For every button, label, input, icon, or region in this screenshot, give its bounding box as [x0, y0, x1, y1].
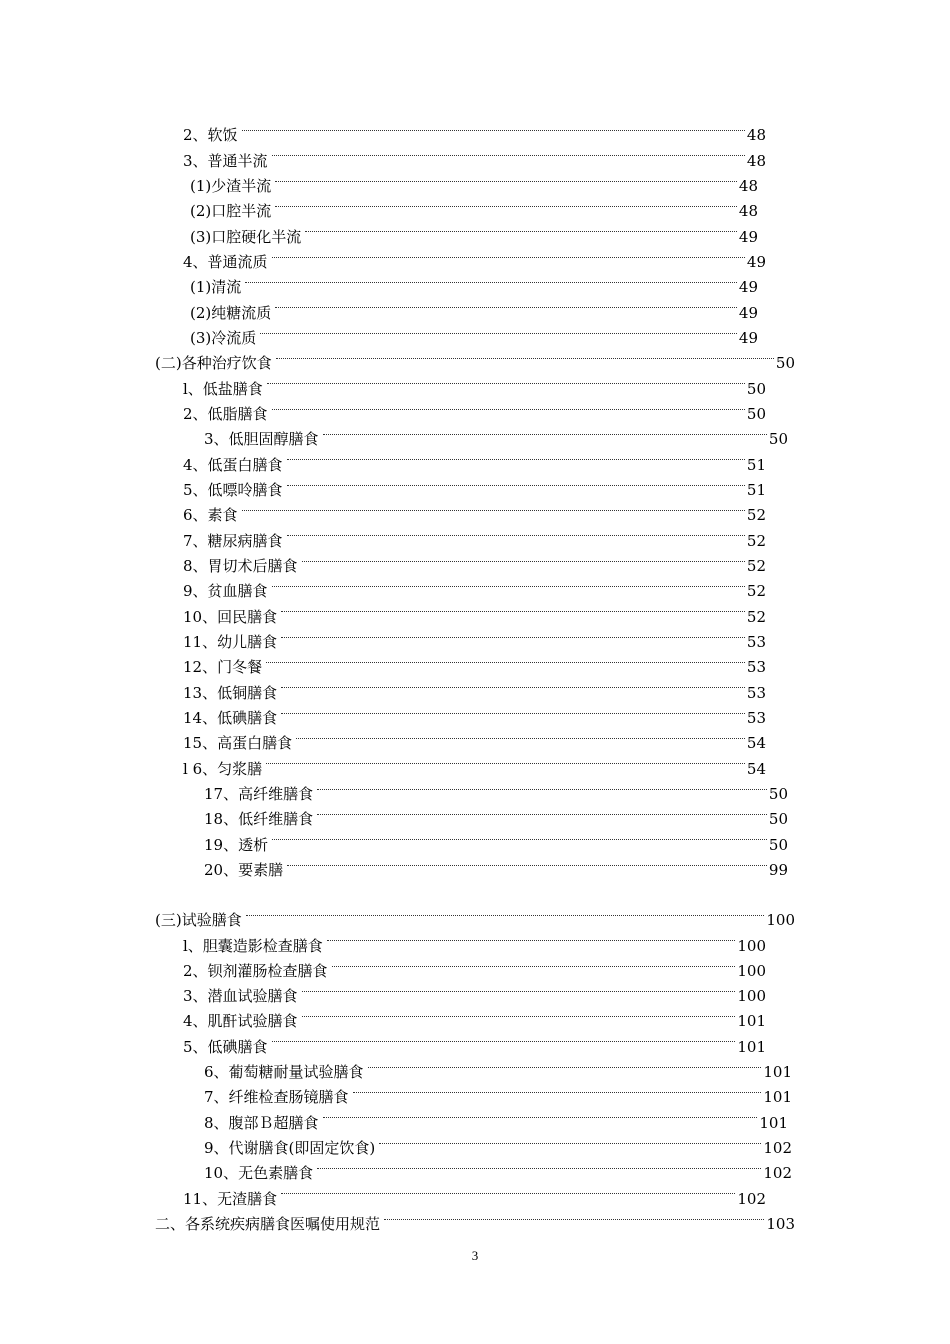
toc-entry-label: 二、各系统疾病膳食医嘱使用规范 [155, 1215, 381, 1234]
toc-entry-page: 53 [746, 683, 766, 702]
toc-entry-label: (三)试验膳食 [155, 911, 242, 930]
toc-entry-page: 100 [737, 936, 766, 955]
toc-entry-label: 2、钡剂灌肠检查膳食 [183, 961, 328, 980]
dot-leader [266, 647, 745, 672]
toc-entry [0, 647, 766, 677]
toc-entry [0, 216, 758, 246]
toc-entry [0, 1052, 792, 1082]
toc-entry-page: 101 [737, 1037, 766, 1056]
toc-entry [0, 318, 758, 347]
toc-entry-label: 8、腹部Ｂ超膳食 [204, 1113, 319, 1132]
toc-entry-label: 9、贫血膳食 [183, 582, 268, 601]
toc-entry [0, 1001, 766, 1031]
toc-entry-page: 50 [768, 430, 788, 449]
dot-leader [379, 1128, 761, 1153]
dot-leader [296, 723, 745, 748]
toc-entry [0, 444, 766, 474]
toc-entry-page: 49 [738, 227, 758, 246]
toc-entry-page: 52 [746, 582, 766, 601]
toc-entry-label: 13、低铜膳食 [183, 683, 278, 702]
toc-entry-page: 100 [737, 961, 766, 980]
toc-entry [0, 495, 766, 525]
toc-entry-label: 7、糖尿病膳食 [183, 531, 283, 550]
dot-leader [260, 318, 737, 343]
toc-entry [0, 191, 758, 221]
dot-leader [272, 1026, 736, 1051]
toc-entry-label: (2)纯糖流质 [190, 303, 272, 322]
toc-entry-label: 4、肌酐试验膳食 [183, 1012, 298, 1031]
toc-entry-page: 101 [737, 1012, 766, 1031]
toc-entry-page: 49 [738, 278, 758, 297]
toc-entry [0, 672, 766, 702]
dot-leader [287, 470, 745, 495]
dot-leader [272, 571, 745, 596]
dot-leader [275, 166, 737, 191]
dot-leader [353, 1077, 762, 1102]
page-number: 3 [471, 1248, 479, 1263]
table-of-contents [0, 115, 950, 1234]
dot-leader [302, 546, 745, 571]
toc-entry-label: 7、纤维检查肠镜膳食 [204, 1088, 349, 1107]
toc-entry [0, 824, 788, 854]
dot-leader [332, 951, 736, 976]
dot-leader [287, 850, 767, 875]
dot-leader [302, 1001, 736, 1026]
toc-entry-label: 10、无色素膳食 [204, 1164, 314, 1183]
toc-entry-label: 17、高纤维膳食 [204, 784, 314, 803]
toc-entry [0, 1178, 766, 1208]
toc-entry-page: 50 [768, 835, 788, 854]
toc-entry [0, 900, 795, 930]
toc-entry [0, 976, 766, 1006]
toc-entry-label: 2、低脂膳食 [183, 404, 268, 423]
dot-leader [276, 343, 774, 368]
dot-leader [266, 748, 745, 773]
toc-entry [0, 723, 766, 753]
toc-entry [0, 115, 766, 145]
toc-entry-page: 53 [746, 708, 766, 727]
toc-entry-label: 15、高蛋白膳食 [183, 734, 293, 753]
toc-entry-label: 11、无渣膳食 [183, 1189, 278, 1208]
toc-entry [0, 850, 788, 879]
toc-entry-page: 50 [768, 784, 788, 803]
dot-leader [272, 824, 767, 849]
toc-entry-label: 3、潜血试验膳食 [183, 987, 298, 1006]
toc-entry [0, 622, 766, 651]
toc-entry-page: 100 [766, 911, 795, 930]
toc-entry-page: 53 [746, 658, 766, 677]
dot-leader [242, 115, 745, 140]
toc-entry-label: 4、普通流质 [183, 252, 268, 271]
toc-entry [0, 546, 766, 575]
toc-entry-label: (1)清流 [190, 278, 242, 297]
dot-leader [368, 1052, 762, 1077]
dot-leader [275, 191, 737, 216]
dot-leader [323, 419, 767, 444]
dot-leader [317, 799, 767, 824]
toc-entry-page: 54 [746, 734, 766, 753]
toc-entry-page: 51 [746, 455, 766, 474]
toc-entry [0, 1204, 795, 1234]
toc-entry-label: 2、软饭 [183, 126, 238, 145]
dot-leader [317, 774, 767, 799]
toc-entry-label: (1)少渣半流 [190, 176, 272, 195]
toc-entry-label: 8、胃切术后膳食 [183, 556, 298, 575]
toc-entry-label: 18、低纤维膳食 [204, 810, 314, 829]
dot-leader [267, 368, 745, 393]
dot-leader [384, 1204, 764, 1229]
toc-entry [0, 748, 766, 778]
toc-entry [0, 1026, 766, 1056]
toc-entry-label: 9、代谢膳食(即固定饮食) [204, 1139, 376, 1158]
dot-leader [317, 1153, 761, 1178]
toc-entry-label: 3、低胆固醇膳食 [204, 430, 319, 449]
toc-entry-page: 103 [766, 1215, 795, 1234]
toc-entry [0, 419, 788, 449]
toc-entry-label: l、胆囊造影检查膳食 [183, 936, 323, 955]
dot-leader [302, 976, 736, 1001]
toc-entry [0, 774, 788, 803]
dot-leader [272, 394, 745, 419]
dot-leader [281, 672, 745, 697]
toc-entry-label: 3、普通半流 [183, 151, 268, 170]
toc-entry [0, 140, 766, 170]
dot-leader [287, 444, 745, 469]
toc-entry-page: 102 [763, 1139, 792, 1158]
toc-entry-page: 48 [738, 176, 758, 195]
dot-leader [323, 1102, 758, 1127]
toc-entry-page: 99 [768, 860, 788, 879]
toc-entry [0, 1077, 792, 1107]
toc-entry-page: 102 [763, 1164, 792, 1183]
toc-entry [0, 951, 766, 980]
toc-entry-page: 48 [738, 202, 758, 221]
dot-leader [272, 140, 745, 165]
dot-leader [242, 495, 745, 520]
toc-entry [0, 267, 758, 297]
toc-entry-page: 100 [737, 987, 766, 1006]
dot-leader [305, 216, 737, 241]
toc-entry-label: 19、透析 [204, 835, 269, 854]
dot-leader [327, 925, 736, 950]
toc-entry-page: 50 [746, 379, 766, 398]
dot-leader [281, 1178, 735, 1203]
toc-entry-label: 10、回民膳食 [183, 607, 278, 626]
toc-entry-page: 48 [746, 151, 766, 170]
toc-entry-label: 12、门冬餐 [183, 658, 263, 677]
toc-entry [0, 242, 766, 271]
toc-entry-label: 6、素食 [183, 506, 238, 525]
toc-entry [0, 520, 766, 550]
dot-leader [246, 900, 765, 925]
toc-entry-page: 50 [775, 354, 795, 373]
dot-leader [245, 267, 737, 292]
dot-leader [281, 698, 745, 723]
toc-entry [0, 799, 788, 829]
toc-entry-page: 52 [746, 556, 766, 575]
toc-entry-page: 50 [768, 810, 788, 829]
toc-entry-page: 51 [746, 480, 766, 499]
toc-entry-page: 101 [763, 1063, 792, 1082]
dot-leader [287, 520, 745, 545]
toc-entry-page: 52 [746, 506, 766, 525]
toc-entry [0, 1153, 792, 1183]
toc-entry-page: 101 [763, 1088, 792, 1107]
toc-entry [0, 571, 766, 601]
toc-entry-label: 20、要素膳 [204, 860, 284, 879]
toc-entry-label: (3)口腔硬化半流 [190, 227, 302, 246]
toc-entry-page: 48 [746, 126, 766, 145]
toc-entry [0, 596, 766, 626]
toc-entry-label: (二)各种治疗饮食 [155, 354, 272, 373]
toc-entry-label: 11、幼儿膳食 [183, 632, 278, 651]
toc-entry-label: 14、低碘膳食 [183, 708, 278, 727]
toc-entry [0, 292, 758, 322]
toc-entry-label: 5、低嘌呤膳食 [183, 480, 283, 499]
toc-entry [0, 343, 795, 373]
toc-entry-page: 49 [738, 303, 758, 322]
toc-entry-page: 54 [746, 759, 766, 778]
toc-entry-label: 6、葡萄糖耐量试验膳食 [204, 1063, 364, 1082]
dot-leader [275, 292, 737, 317]
toc-entry-page: 101 [759, 1113, 788, 1132]
toc-entry [0, 1102, 788, 1132]
toc-entry-page: 53 [746, 632, 766, 651]
toc-entry-page: 50 [746, 404, 766, 423]
toc-entry [0, 368, 766, 398]
toc-entry-page: 102 [737, 1189, 766, 1208]
toc-entry-label: l、低盐膳食 [183, 379, 263, 398]
dot-leader [272, 242, 745, 267]
toc-entry [0, 394, 766, 423]
toc-entry [0, 698, 766, 727]
toc-entry [0, 470, 766, 499]
toc-entry-page: 52 [746, 531, 766, 550]
toc-entry-label: (3)冷流质 [190, 328, 257, 347]
dot-leader [281, 622, 745, 647]
toc-entry-label: 5、低碘膳食 [183, 1037, 268, 1056]
dot-leader [281, 596, 745, 621]
toc-entry-page: 52 [746, 607, 766, 626]
toc-entry-label: 4、低蛋白膳食 [183, 455, 283, 474]
toc-entry [0, 1128, 792, 1158]
toc-entry-page: 49 [746, 252, 766, 271]
toc-entry-label: (2)口腔半流 [190, 202, 272, 221]
toc-entry [0, 166, 758, 195]
toc-entry [0, 925, 766, 955]
toc-entry-label: l 6、匀浆膳 [183, 759, 263, 778]
toc-entry-page: 49 [738, 328, 758, 347]
